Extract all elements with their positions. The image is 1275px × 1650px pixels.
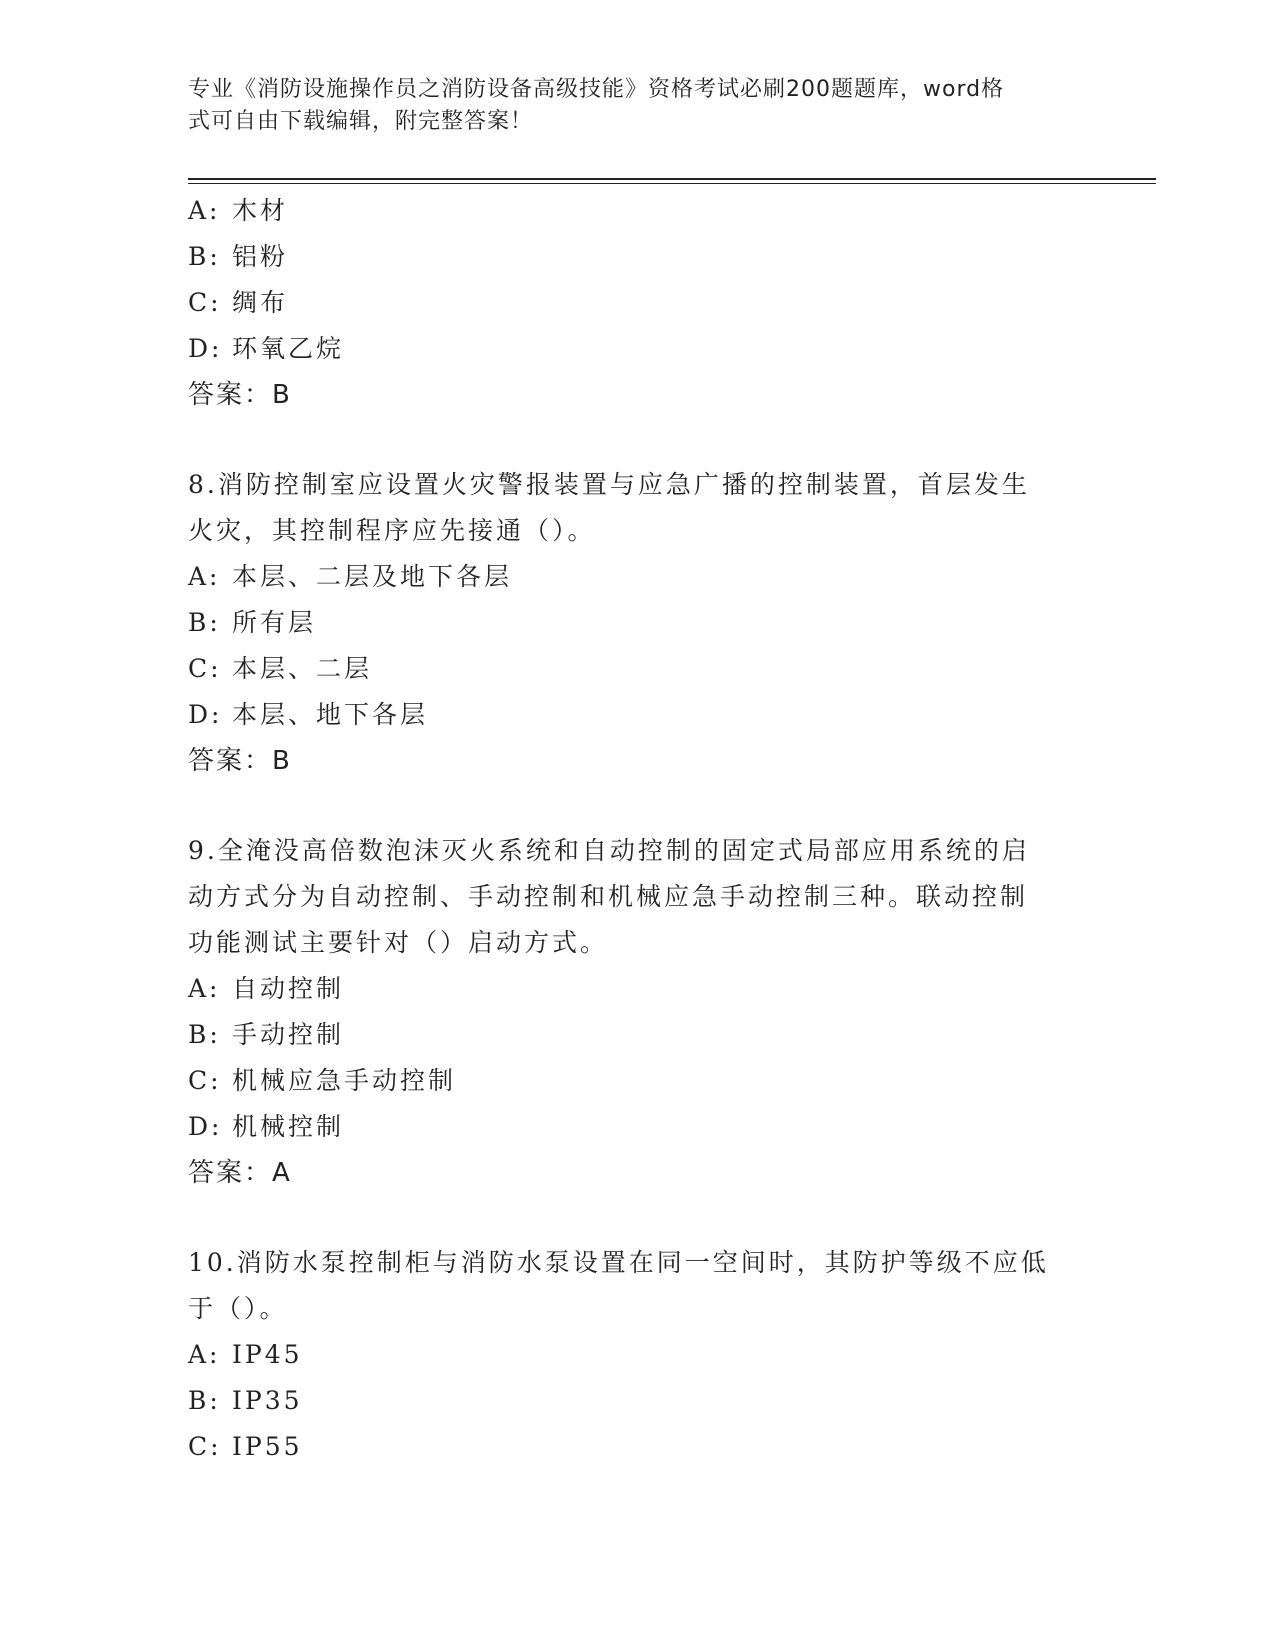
option-text: 自动控制 (232, 974, 345, 1003)
option-letter: A: (188, 1340, 221, 1369)
answer-line: 答案：B (188, 746, 292, 776)
option-letter: C: (188, 1432, 222, 1461)
question-10 (188, 1240, 1088, 1470)
option-letter: C: (188, 288, 222, 317)
option-letter: A: (188, 562, 221, 591)
answer-line: 答案：A (188, 1158, 292, 1188)
option-a (188, 966, 1088, 1012)
question-stem-line: 火灾，其控制程序应先接通（）。 (188, 516, 596, 545)
option-letter: D: (188, 334, 223, 363)
question-stem (188, 1240, 1068, 1332)
option-letter: C: (188, 1066, 222, 1095)
header-line-2: 式可自由下载编辑，附完整答案！ (188, 109, 534, 134)
question-8 (188, 462, 1088, 784)
option-c (188, 1424, 1088, 1470)
option-text: IP55 (232, 1432, 303, 1461)
option-c (188, 280, 1088, 326)
option-text: 机械控制 (232, 1112, 345, 1141)
option-d (188, 1104, 1088, 1150)
question-stem (188, 828, 1068, 966)
option-text: IP45 (232, 1340, 303, 1369)
option-d (188, 326, 1088, 372)
question-stem (188, 462, 1068, 554)
option-text: 本层、二层 (232, 654, 373, 683)
option-text: 木材 (232, 196, 289, 225)
question-stem-line: 10.消防水泵控制柜与消防水泵设置在同一空间时，其防护等级不应低 (188, 1248, 1049, 1277)
option-text: 机械应急手动控制 (232, 1066, 457, 1095)
option-letter: B: (188, 242, 221, 271)
option-letter: C: (188, 654, 222, 683)
option-c (188, 646, 1088, 692)
option-a (188, 1332, 1088, 1378)
header-divider-thick (188, 178, 1156, 180)
question-stem-line: 动方式分为自动控制、手动控制和机械应急手动控制三种。联动控制 (188, 882, 1029, 911)
option-text: 手动控制 (232, 1020, 345, 1049)
question-content (188, 188, 1088, 1470)
option-letter: B: (188, 1020, 221, 1049)
option-text: IP35 (232, 1386, 303, 1415)
option-b (188, 1378, 1088, 1424)
option-letter: A: (188, 974, 221, 1003)
question-7-options (188, 188, 1088, 418)
option-letter: D: (188, 1112, 223, 1141)
option-text: 所有层 (232, 608, 317, 637)
option-text: 绸布 (232, 288, 289, 317)
question-stem-line: 9.全淹没高倍数泡沫灭火系统和自动控制的固定式局部应用系统的启 (188, 836, 1030, 865)
option-letter: D: (188, 700, 223, 729)
option-a (188, 554, 1088, 600)
header-divider-thin (188, 183, 1156, 184)
option-c (188, 1058, 1088, 1104)
option-a (188, 188, 1088, 234)
option-b (188, 1012, 1088, 1058)
header-line-1: 专业《消防设施操作员之消防设备高级技能》资格考试必刷200题题库，word格 (188, 77, 1005, 102)
option-letter: A: (188, 196, 221, 225)
question-stem-line: 8.消防控制室应设置火灾警报装置与应急广播的控制装置，首层发生 (188, 470, 1030, 499)
option-letter: B: (188, 1386, 221, 1415)
option-b (188, 234, 1088, 280)
question-9 (188, 828, 1088, 1196)
answer-line: 答案：B (188, 380, 292, 410)
option-b (188, 600, 1088, 646)
option-text: 本层、地下各层 (232, 700, 429, 729)
option-d (188, 692, 1088, 738)
question-stem-line: 于（）。 (188, 1294, 288, 1323)
option-text: 本层、二层及地下各层 (232, 562, 513, 591)
option-letter: B: (188, 608, 221, 637)
document-header (188, 74, 1068, 138)
option-text: 环氧乙烷 (232, 334, 345, 363)
option-text: 铝粉 (232, 242, 289, 271)
question-stem-line: 功能测试主要针对（）启动方式。 (188, 928, 609, 957)
